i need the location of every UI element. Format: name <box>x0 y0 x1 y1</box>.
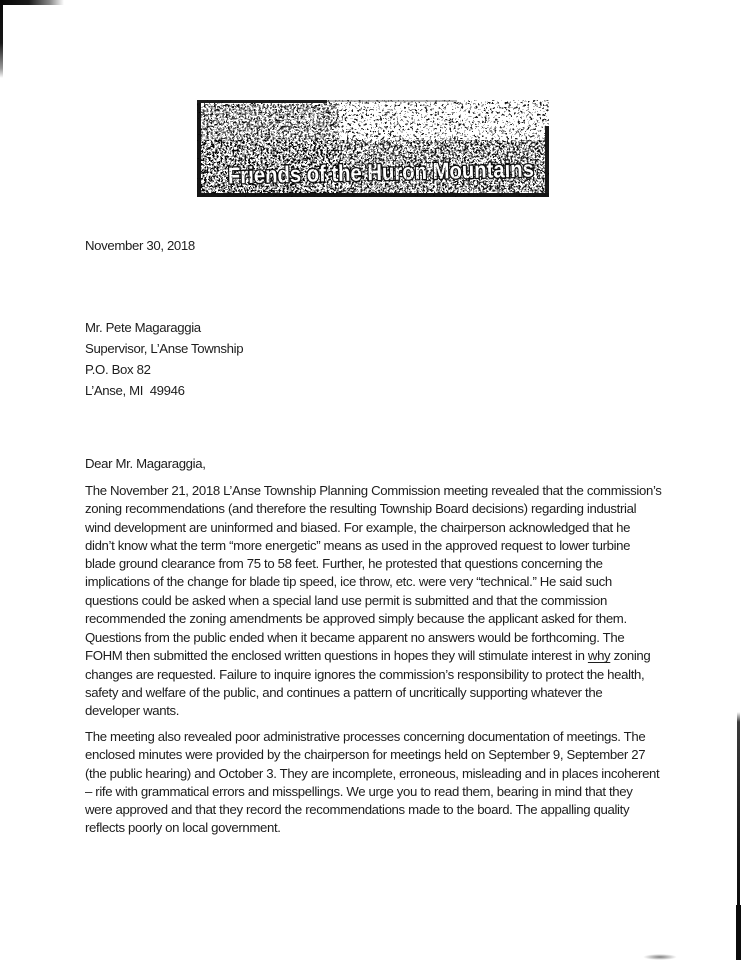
body-line: – rife with grammatical errors and misspellings. We urge you to read them, bearing in mind that they <box>85 783 633 799</box>
body-text-segment: zoning <box>610 648 651 664</box>
recipient-title: Supervisor, L’Anse Township <box>85 341 244 356</box>
body-line: The meeting also revealed poor administrative processes concerning documentation of meetings. The <box>85 729 646 744</box>
recipient-name: Mr. Pete Magaraggia <box>85 320 201 335</box>
scan-noise-overlay <box>197 100 549 197</box>
body-line: The November 21, 2018 L’Anse Township Planning Commission meeting revealed that the commission’s <box>85 483 662 498</box>
body-line <box>85 647 650 665</box>
body-line: didn’t know what the term “more energetic” means as used in the approved request to lower turbine <box>85 537 631 553</box>
body-text-segment: FOHM then submitted the enclosed written questions in hopes they will stimulate interest in <box>85 648 588 664</box>
recipient-block <box>85 317 243 401</box>
paragraph-2 <box>85 629 650 720</box>
scan-artifact-left-edge <box>0 0 3 78</box>
paragraph-1 <box>85 482 662 628</box>
scan-artifact-top-edge <box>0 0 64 5</box>
body-line: (the public hearing) and October 3. They are incomplete, erroneous, misleading and in places incoherent <box>85 765 660 781</box>
body-line: developer wants. <box>85 703 180 719</box>
body-line: recommended the zoning amendments be approved simply because the applicant asked for them. <box>85 611 627 627</box>
paragraph-3 <box>85 728 659 838</box>
body-line: wind development are uninformed and biased. For example, the chairperson acknowledged that he <box>85 519 631 535</box>
underlined-word: why <box>587 648 611 664</box>
body-line: questions could be asked when a special land use permit is submitted and that the commission <box>85 592 607 608</box>
recipient-po-box: P.O. Box 82 <box>85 362 151 377</box>
scan-artifact-right-edge-bottom <box>736 905 741 960</box>
scan-artifact-bottom-smudge <box>643 954 677 960</box>
date-line: November 30, 2018 <box>85 238 195 253</box>
salutation-line: Dear Mr. Magaraggia, <box>85 456 206 471</box>
letterhead-logo-image <box>197 100 549 197</box>
body-line: zoning recommendations (and therefore the resulting Township Board decisions) regarding industrial <box>85 501 637 517</box>
letterhead-logo <box>197 100 549 197</box>
body-line: enclosed minutes were provided by the chairperson for meetings held on September 9, September 27 <box>85 747 646 763</box>
body-line: safety and welfare of the public, and continues a pattern of uncritically supporting whatever the <box>85 684 603 700</box>
body-line: implications of the change for blade tip speed, ice throw, etc. were very “technical.” He said such <box>85 574 612 590</box>
body-line: changes are requested. Failure to inquire ignores the commission’s responsibility to protect the health, <box>85 666 645 682</box>
recipient-city-state-zip: L’Anse, MI 49946 <box>85 383 185 398</box>
body-line: reflects poorly on local government. <box>85 820 281 836</box>
body-line: were approved and that they record the recommendations made to the board. The appalling quality <box>85 802 630 818</box>
body-line: blade ground clearance from 75 to 58 feet. Further, he protested that questions concerning the <box>85 556 603 572</box>
body-line: Questions from the public ended when it became apparent no answers would be forthcoming. The <box>85 630 625 645</box>
